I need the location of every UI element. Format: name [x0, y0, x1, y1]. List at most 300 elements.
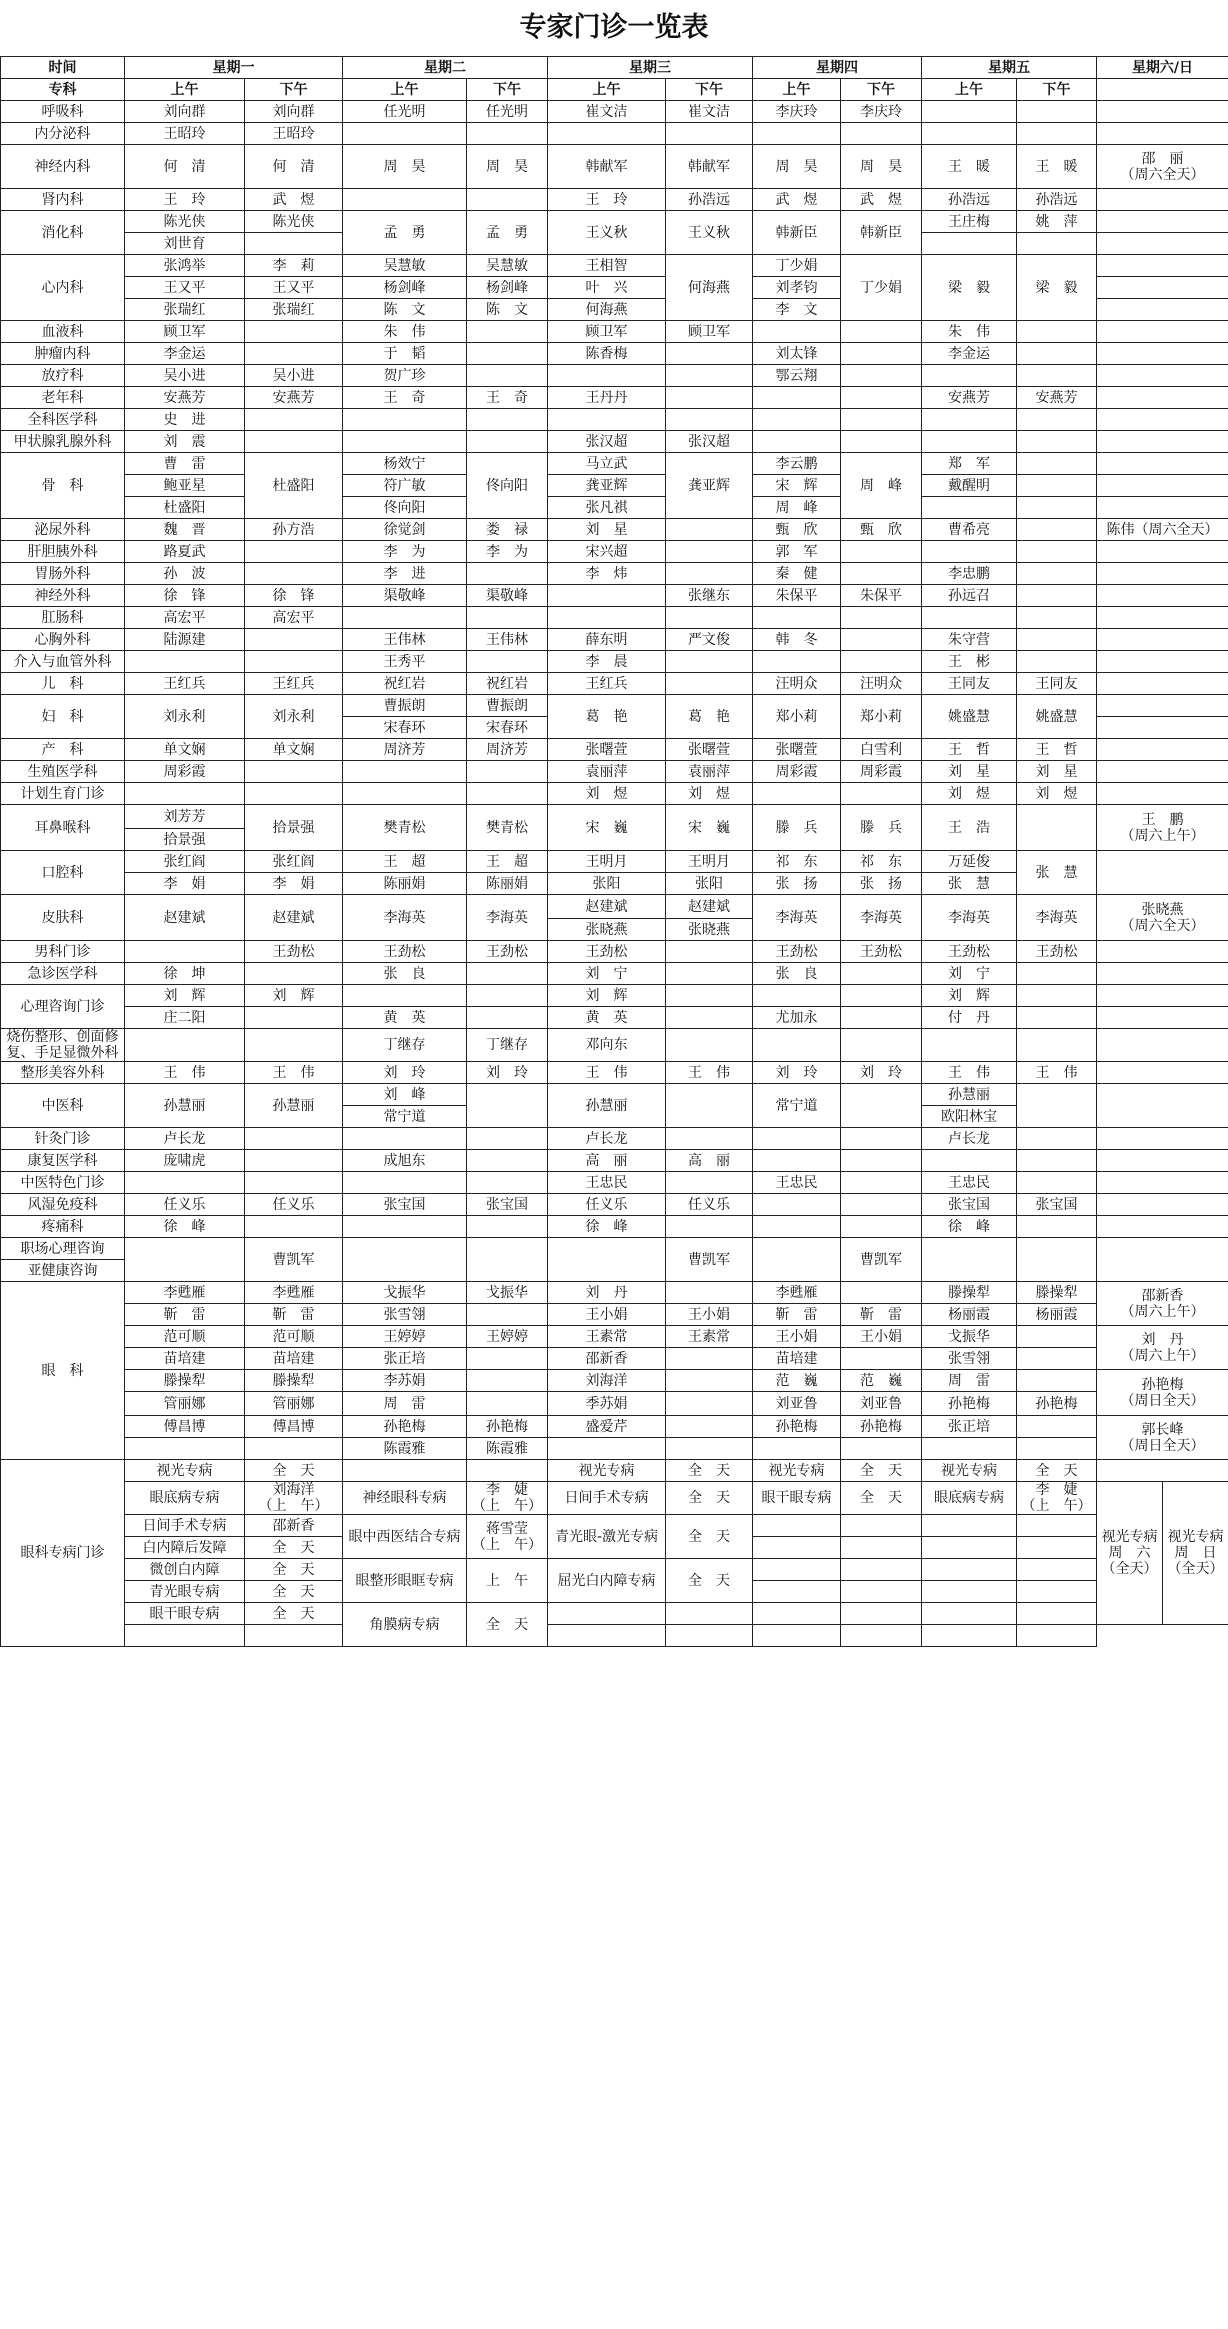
table-cell: 星期三: [548, 57, 753, 79]
table-cell: 中医科: [1, 1084, 125, 1128]
table-cell: [1097, 299, 1228, 321]
table-cell: [666, 1084, 753, 1128]
table-cell: [841, 1438, 922, 1460]
table-cell: 汪明众: [841, 673, 922, 695]
table-cell: 安燕芳: [1017, 387, 1097, 409]
table-cell: 杨效宁: [343, 453, 467, 475]
table-cell: 王 彬: [922, 651, 1017, 673]
table-cell: 张阳: [548, 873, 666, 895]
table-cell: 戈振华: [343, 1282, 467, 1304]
table-cell: [1097, 761, 1228, 783]
table-cell: 李 晨: [548, 651, 666, 673]
table-row: [1, 851, 1228, 873]
table-cell: [1017, 1084, 1097, 1128]
table-cell: [1017, 963, 1097, 985]
table-cell: 拾景强: [125, 829, 245, 851]
table-cell: 白内障后发障: [125, 1537, 245, 1559]
table-cell: [753, 1216, 841, 1238]
table-cell: 滕 兵: [841, 805, 922, 851]
table-cell: 孙方浩: [245, 519, 343, 541]
table-cell: [841, 629, 922, 651]
table-cell: 眼底病专病: [125, 1482, 245, 1515]
table-cell: [753, 1581, 841, 1603]
table-cell: 邵新香: [245, 1515, 343, 1537]
table-cell: [1017, 409, 1097, 431]
table-cell: 鲍亚星: [125, 475, 245, 497]
table-cell: 王又平: [125, 277, 245, 299]
table-cell: [922, 1150, 1017, 1172]
table-cell: 陈 文: [343, 299, 467, 321]
table-cell: [467, 607, 548, 629]
table-cell: [245, 963, 343, 985]
table-cell: 宋春环: [467, 717, 548, 739]
table-cell: 刘 宁: [548, 963, 666, 985]
table-cell: 武 煜: [753, 189, 841, 211]
table-cell: 专科: [1, 79, 125, 101]
table-cell: 王劲松: [1017, 941, 1097, 963]
table-cell: 管丽娜: [245, 1392, 343, 1416]
table-cell: 丁继存: [343, 1029, 467, 1062]
table-cell: 梁 毅: [1017, 255, 1097, 321]
table-cell: 张宝国: [1017, 1194, 1097, 1216]
table-row: [1, 941, 1228, 963]
table-cell: 刘 辉: [548, 985, 666, 1007]
table-cell: 王丹丹: [548, 387, 666, 409]
table-cell: [753, 321, 841, 343]
table-cell: 张宝国: [343, 1194, 467, 1216]
table-cell: [666, 343, 753, 365]
table-cell: 职场心理咨询: [1, 1238, 125, 1260]
table-cell: 戈振华: [467, 1282, 548, 1304]
table-cell: 邵新香: [548, 1348, 666, 1370]
table-cell: [753, 1537, 841, 1559]
table-cell: 王相智: [548, 255, 666, 277]
table-cell: [343, 761, 467, 783]
table-cell: 卢长龙: [548, 1128, 666, 1150]
table-cell: [343, 189, 467, 211]
table-cell: 郭 军: [753, 541, 841, 563]
table-cell: 星期四: [753, 57, 922, 79]
table-cell: [1097, 409, 1228, 431]
table-cell: 管丽娜: [125, 1392, 245, 1416]
table-cell: 骨 科: [1, 453, 125, 519]
table-cell: [1017, 123, 1097, 145]
table-cell: 朱守营: [922, 629, 1017, 651]
table-cell: 徐觉剑: [343, 519, 467, 541]
table-cell: [841, 1029, 922, 1062]
table-row: [1, 895, 1228, 919]
table-cell: 刘 玲: [467, 1062, 548, 1084]
table-cell: 秦 健: [753, 563, 841, 585]
table-cell: 严文俊: [666, 629, 753, 651]
table-cell: 孙艳梅: [343, 1416, 467, 1438]
table-row: [1, 1194, 1228, 1216]
table-cell: 佟向阳: [467, 453, 548, 519]
table-row: [1, 1084, 1228, 1106]
table-cell: 高宏平: [245, 607, 343, 629]
table-cell: [467, 1304, 548, 1326]
table-cell: 拾景强: [245, 805, 343, 851]
table-cell: [1017, 585, 1097, 607]
table-cell: 王素常: [666, 1326, 753, 1348]
table-cell: 王红兵: [548, 673, 666, 695]
table-cell: 徐 锋: [125, 585, 245, 607]
table-cell: 宋 辉: [753, 475, 841, 497]
table-row: [1, 673, 1228, 695]
table-cell: [666, 941, 753, 963]
table-cell: 刘 辉: [922, 985, 1017, 1007]
table-cell: 常宁道: [753, 1084, 841, 1128]
table-cell: 生殖医学科: [1, 761, 125, 783]
table-row: [1, 1238, 1228, 1260]
table-cell: [841, 563, 922, 585]
table-cell: [666, 1392, 753, 1416]
table-cell: [467, 1460, 548, 1482]
table-cell: [467, 343, 548, 365]
table-cell: [467, 651, 548, 673]
table-cell: 赵建斌: [125, 895, 245, 941]
table-cell: 甲状腺乳腺外科: [1, 431, 125, 453]
table-cell: 苗培建: [125, 1348, 245, 1370]
table-cell: [841, 1603, 922, 1625]
table-cell: [1097, 541, 1228, 563]
table-row: [1, 1482, 1228, 1515]
table-cell: 男科门诊: [1, 941, 125, 963]
table-cell: 朱保平: [753, 585, 841, 607]
table-cell: 李金运: [125, 343, 245, 365]
table-cell: 孙 波: [125, 563, 245, 585]
table-row: [1, 1062, 1228, 1084]
table-cell: 李 莉: [245, 255, 343, 277]
table-cell: [1097, 1029, 1228, 1062]
table-cell: [1097, 717, 1228, 739]
table-cell: 视光专病 周 六 （全天）: [1097, 1482, 1163, 1625]
table-cell: 杨丽霞: [922, 1304, 1017, 1326]
table-cell: [1097, 1194, 1228, 1216]
table-cell: 孟 勇: [467, 211, 548, 255]
table-cell: 张 慧: [922, 873, 1017, 895]
table-cell: [343, 1128, 467, 1150]
table-cell: 心内科: [1, 255, 125, 321]
table-cell: 王伟林: [467, 629, 548, 651]
table-cell: 王红兵: [125, 673, 245, 695]
table-cell: 赵建斌: [245, 895, 343, 941]
table-cell: 孙远召: [922, 585, 1017, 607]
table-cell: [666, 1348, 753, 1370]
table-cell: 史 进: [125, 409, 245, 431]
table-cell: 儿 科: [1, 673, 125, 695]
table-row: [1, 519, 1228, 541]
table-cell: 黄 英: [548, 1007, 666, 1029]
table-cell: 傅昌博: [125, 1416, 245, 1438]
table-cell: 曹凯军: [666, 1238, 753, 1282]
table-cell: 曹振朗: [467, 695, 548, 717]
table-cell: 黄 英: [343, 1007, 467, 1029]
table-cell: 陈霞雅: [467, 1438, 548, 1460]
table-cell: [753, 387, 841, 409]
table-cell: 宋 巍: [548, 805, 666, 851]
table-cell: [666, 673, 753, 695]
table-row: [1, 1392, 1228, 1416]
table-cell: 王 超: [467, 851, 548, 873]
table-row: [1, 409, 1228, 431]
table-cell: 李金运: [922, 343, 1017, 365]
table-cell: 全 天: [245, 1537, 343, 1559]
table-cell: 刘海洋: [548, 1370, 666, 1392]
table-cell: 下午: [467, 79, 548, 101]
table-cell: 李云鹏: [753, 453, 841, 475]
table-cell: [666, 1625, 753, 1647]
table-cell: 王 伟: [922, 1062, 1017, 1084]
table-cell: [467, 365, 548, 387]
table-cell: 薛东明: [548, 629, 666, 651]
table-cell: 张继东: [666, 585, 753, 607]
table-cell: [467, 123, 548, 145]
table-cell: 陈丽娟: [343, 873, 467, 895]
table-cell: [1017, 1603, 1097, 1625]
table-cell: 顾卫军: [125, 321, 245, 343]
table-cell: [666, 1128, 753, 1150]
table-cell: [467, 1370, 548, 1392]
table-cell: [343, 1460, 467, 1482]
table-cell: 计划生育门诊: [1, 783, 125, 805]
table-cell: 祝红岩: [343, 673, 467, 695]
table-cell: 苗培建: [245, 1348, 343, 1370]
table-cell: 范 巍: [841, 1370, 922, 1392]
table-cell: 范可顺: [125, 1326, 245, 1348]
table-cell: [467, 321, 548, 343]
table-cell: 下午: [245, 79, 343, 101]
table-cell: 孙艳梅: [467, 1416, 548, 1438]
table-row: [1, 475, 1228, 497]
table-row: [1, 211, 1228, 233]
table-cell: 周 峰: [753, 497, 841, 519]
table-cell: 王婷婷: [343, 1326, 467, 1348]
table-cell: [1097, 255, 1228, 277]
table-cell: 徐 锋: [245, 585, 343, 607]
table-cell: [343, 1172, 467, 1194]
table-cell: [753, 1238, 841, 1282]
table-cell: [467, 1150, 548, 1172]
table-cell: [922, 1559, 1017, 1581]
table-cell: 康复医学科: [1, 1150, 125, 1172]
table-cell: 吴慧敏: [343, 255, 467, 277]
table-cell: [1097, 783, 1228, 805]
table-cell: [1097, 563, 1228, 585]
table-cell: 刘永利: [125, 695, 245, 739]
table-cell: 王同友: [1017, 673, 1097, 695]
table-cell: 周 雷: [343, 1392, 467, 1416]
table-cell: [753, 1625, 841, 1647]
table-cell: 梁 毅: [922, 255, 1017, 321]
table-cell: 视光专病: [753, 1460, 841, 1482]
table-cell: [1017, 365, 1097, 387]
table-cell: 李海英: [841, 895, 922, 941]
table-cell: 李庆玲: [753, 101, 841, 123]
table-cell: [1017, 651, 1097, 673]
table-cell: 眼干眼专病: [125, 1603, 245, 1625]
table-cell: 范 巍: [753, 1370, 841, 1392]
table-cell: 卢长龙: [922, 1128, 1017, 1150]
table-cell: 刘孝钧: [753, 277, 841, 299]
table-cell: [467, 409, 548, 431]
table-cell: [1017, 1216, 1097, 1238]
table-cell: 王秀平: [343, 651, 467, 673]
table-cell: [125, 1029, 245, 1062]
table-cell: 盛爱芹: [548, 1416, 666, 1438]
table-cell: 全 天: [245, 1559, 343, 1581]
table-cell: 单文娴: [125, 739, 245, 761]
table-cell: [467, 1238, 548, 1282]
table-cell: 屈光白内障专病: [548, 1559, 666, 1603]
table-cell: [245, 783, 343, 805]
table-row: [1, 387, 1228, 409]
table-cell: [1017, 519, 1097, 541]
table-row: [1, 1326, 1228, 1348]
table-cell: [343, 409, 467, 431]
table-cell: 张汉超: [548, 431, 666, 453]
table-cell: [548, 1438, 666, 1460]
table-cell: 皮肤科: [1, 895, 125, 941]
table-cell: 安燕芳: [125, 387, 245, 409]
table-cell: 老年科: [1, 387, 125, 409]
table-cell: [1097, 79, 1228, 101]
table-cell: 靳 雷: [245, 1304, 343, 1326]
table-cell: 陈香梅: [548, 343, 666, 365]
table-cell: [1017, 101, 1097, 123]
table-cell: 李海英: [753, 895, 841, 941]
table-row: [1, 761, 1228, 783]
table-cell: [245, 1150, 343, 1172]
table-cell: 日间手术专病: [548, 1482, 666, 1515]
table-cell: [1017, 1128, 1097, 1150]
table-cell: [1097, 123, 1228, 145]
table-cell: 杨剑峰: [467, 277, 548, 299]
table-cell: 张正培: [343, 1348, 467, 1370]
table-cell: [1017, 1416, 1097, 1438]
table-cell: 滕操犁: [1017, 1282, 1097, 1304]
table-cell: 符广敏: [343, 475, 467, 497]
table-cell: 全 天: [666, 1482, 753, 1515]
table-cell: [666, 1007, 753, 1029]
table-cell: 崔文洁: [666, 101, 753, 123]
table-row: [1, 1007, 1228, 1029]
table-cell: 韩新臣: [753, 211, 841, 255]
table-cell: [666, 365, 753, 387]
table-cell: 李海英: [467, 895, 548, 941]
table-cell: [841, 123, 922, 145]
table-row: [1, 963, 1228, 985]
table-cell: 韩 冬: [753, 629, 841, 651]
table-cell: 李甦雁: [125, 1282, 245, 1304]
table-cell: 神经内科: [1, 145, 125, 189]
table-cell: [841, 1084, 922, 1128]
table-cell: [1017, 1348, 1097, 1370]
table-cell: 张宝国: [467, 1194, 548, 1216]
table-cell: 孟 勇: [343, 211, 467, 255]
table-cell: 陈 文: [467, 299, 548, 321]
table-cell: [841, 1128, 922, 1150]
table-cell: 刘 星: [548, 519, 666, 541]
table-cell: 张阳: [666, 873, 753, 895]
table-cell: [666, 1603, 753, 1625]
table-cell: 李 娟: [245, 873, 343, 895]
table-cell: [922, 1029, 1017, 1062]
table-cell: 宋兴超: [548, 541, 666, 563]
table-cell: 王劲松: [343, 941, 467, 963]
table-cell: [922, 1537, 1017, 1559]
table-cell: 郭长峰 （周日全天）: [1097, 1416, 1228, 1460]
table-cell: [666, 985, 753, 1007]
table-cell: [467, 1348, 548, 1370]
table-cell: [125, 1172, 245, 1194]
table-row: [1, 1172, 1228, 1194]
table-cell: 肿瘤内科: [1, 343, 125, 365]
table-cell: 全 天: [245, 1581, 343, 1603]
table-row: [1, 607, 1228, 629]
table-cell: 星期一: [125, 57, 343, 79]
table-cell: 王 奇: [467, 387, 548, 409]
table-cell: 任光明: [467, 101, 548, 123]
table-cell: 刘 峰: [343, 1084, 467, 1106]
table-cell: 陈丽娟: [467, 873, 548, 895]
table-cell: 万延俊: [922, 851, 1017, 873]
table-cell: 亚健康咨询: [1, 1260, 125, 1282]
table-cell: 孙慧丽: [245, 1084, 343, 1128]
table-cell: 葛 艳: [666, 695, 753, 739]
table-cell: 赵建斌: [548, 895, 666, 919]
table-cell: 袁丽萍: [548, 761, 666, 783]
table-cell: [467, 985, 548, 1007]
table-cell: 全科医学科: [1, 409, 125, 431]
table-cell: 周彩霞: [125, 761, 245, 783]
table-row: [1, 1304, 1228, 1326]
table-cell: 全 天: [841, 1460, 922, 1482]
table-cell: [245, 1128, 343, 1150]
table-cell: 张晓燕 （周六全天）: [1097, 895, 1228, 941]
table-cell: 周济芳: [467, 739, 548, 761]
table-cell: 视光专病: [125, 1460, 245, 1482]
table-cell: [1017, 1172, 1097, 1194]
table-row: [1, 1416, 1228, 1438]
table-cell: 下午: [1017, 79, 1097, 101]
table-cell: 崔文洁: [548, 101, 666, 123]
table-cell: 郑小莉: [753, 695, 841, 739]
table-cell: 上午: [548, 79, 666, 101]
table-cell: 徐 峰: [922, 1216, 1017, 1238]
table-cell: 徐 坤: [125, 963, 245, 985]
table-cell: [922, 497, 1017, 519]
table-cell: 李甦雁: [753, 1282, 841, 1304]
schedule-body: [1, 57, 1228, 1647]
table-cell: 星期六/日: [1097, 57, 1228, 79]
table-cell: 刘永利: [245, 695, 343, 739]
table-cell: 叶 兴: [548, 277, 666, 299]
table-cell: 周 雷: [922, 1370, 1017, 1392]
table-cell: [1097, 453, 1228, 475]
table-cell: 王劲松: [841, 941, 922, 963]
table-row: [1, 1150, 1228, 1172]
table-row: [1, 365, 1228, 387]
table-cell: 武 煜: [245, 189, 343, 211]
table-row: [1, 497, 1228, 519]
table-cell: 全 天: [467, 1603, 548, 1647]
table-cell: 郑 军: [922, 453, 1017, 475]
table-cell: [1097, 233, 1228, 255]
table-cell: [125, 783, 245, 805]
table-cell: 神经眼科专病: [343, 1482, 467, 1515]
table-cell: [922, 1581, 1017, 1603]
